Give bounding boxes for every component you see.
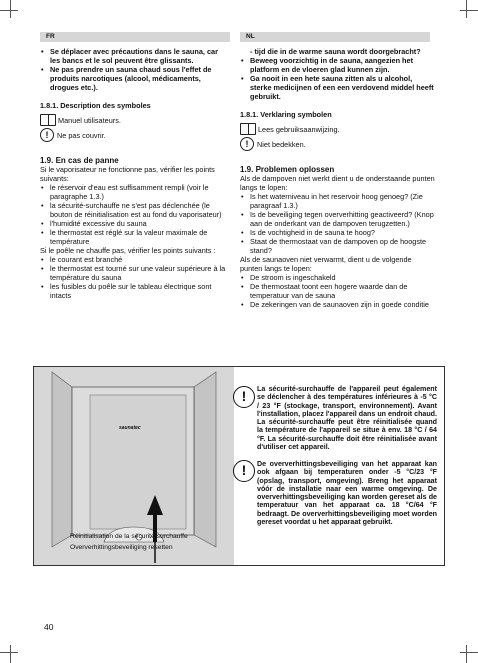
list-item: • le réservoir d'eau est suffisamment rempli (voir le paragraphe 1.3.) — [40, 183, 230, 201]
crop-mark — [460, 10, 478, 11]
list-item: • Is de beveiliging tegen oververhitting geactiveerd? (Knop aan de onderkant van de dampoven terugzetten.) — [240, 210, 435, 228]
list-item: • l'humidité excessive du sauna — [40, 219, 230, 228]
warning-icon: ! — [233, 386, 255, 408]
list-item: • De thermostaat toont een hogere waarde dan de temperatuur van de sauna — [240, 282, 435, 300]
crop-mark — [466, 645, 467, 663]
paragraph: Si le vaporisateur ne fonctionne pas, vérifier les points suivants: — [40, 165, 215, 183]
column-nl — [240, 47, 435, 309]
list-item: • De zekeringen van de saunaoven zijn in goede conditie — [240, 300, 435, 309]
list-item: • Is de vochtigheid in de sauna te hoog? — [240, 228, 435, 237]
steamer-left-panel — [52, 372, 72, 547]
nl-failure-list — [240, 192, 435, 255]
crop-mark — [466, 0, 467, 18]
column-fr — [40, 47, 230, 300]
no-cover-icon: ! — [40, 128, 54, 142]
list-item: • Ne pas prendre un sauna chaud sous l'effet de produits narcotiques (alcool, médicaments, drogues etc.). — [40, 65, 230, 92]
list-item: • Ga nooit in een hete sauna zitten als u alcohol, sterke medicijnen of een een verdovend middel heeft gebruikt. — [240, 74, 435, 101]
manual-book-icon — [40, 114, 56, 126]
list-item: • la sécurité-surchauffe ne s'est pas déclenchée (le bouton de réinitialisation est au fond du vaporisateur) — [40, 201, 230, 219]
symbol-label: Lees gebruiksaanwijzing. — [258, 124, 340, 134]
paragraph: Als de dampoven niet werkt dient u de onderstaande punten langs te lopen: — [240, 174, 435, 192]
section-heading: 1.9. En cas de panne — [40, 156, 119, 165]
list-item: • Se déplacer avec précautions dans le sauna, car les bancs et le sol peuvent être glissants. — [40, 47, 230, 65]
fr-safety-list — [40, 47, 230, 92]
manual-book-icon — [240, 123, 256, 135]
nl-safety-list — [240, 56, 435, 101]
list-item: • Beweeg voorzichtig in de sauna, aangezien het platform en de vloeren glad kunnen zijn. — [240, 56, 435, 74]
steamer-right-panel — [194, 372, 216, 547]
steamer-door — [90, 395, 186, 529]
no-cover-icon: ! — [240, 137, 254, 151]
list-item: • les fusibles du poêle sur le tableau électrique sont intacts — [40, 282, 230, 300]
symbol-label: Manuel utilisateurs. — [58, 115, 121, 125]
fr-failure-list — [40, 183, 230, 246]
symbol-manual-row — [40, 114, 230, 126]
nl-heater-list — [240, 273, 435, 309]
paragraph: Als de saunaoven niet verwarmt, dient u de volgende punten langs te lopen: — [240, 255, 412, 273]
fr-heater-list — [40, 255, 230, 300]
warning-note-fr: La sécurité-surchauffe de l'appareil peut également se déclencher à des températures inférieures à -5 °C / 23 °F (stockage, transport, environnement). Avant l'installation, placez l'appareil dans un endroit chaud. La sécurité-surchauffe peut être réinitialisée quand la température de l'appareil se situe à env. 18 °C / 64 °F. La sécurité-surchauffe doit être réinitialisée avant d'utiliser cet appareil. — [257, 385, 437, 452]
crop-mark — [10, 0, 11, 18]
list-item: • Is het waterniveau in het reservoir hoog genoeg? (Zie paragraaf 1.3.) — [240, 192, 435, 210]
list-item: • De stroom is ingeschakeld — [240, 273, 435, 282]
list-item: • le thermostat est tourné sur une valeur supérieure à la température du sauna — [40, 264, 230, 282]
symbol-cover-row — [40, 128, 230, 142]
page-number: 40 — [44, 622, 54, 632]
symbol-manual-row — [240, 123, 435, 135]
caption-nl: Oververhittingsbeveiliging resetten — [70, 544, 173, 551]
language-bar-fr: FR — [40, 32, 230, 42]
symbol-label: Ne pas couvrir. — [57, 130, 106, 140]
warning-icon: ! — [233, 460, 255, 482]
warning-note-nl: De oververhittingsbeveiliging van het apparaat kan ook afgaan bij temperaturen onder -5 °C/23 °F (opslag, transport, omgeving). Breng het apparaat vóór de installatie naar een warme omgeving. De oververhittingsbeveiliging kan worden gereset als de temperatuur van het apparaat ca. 18 °C/64 °F bedraagt. De oververhittingsbeveiliging moet worden gereset voordat u het apparaat gebruikt. — [257, 460, 437, 527]
symbols-heading: 1.8.1. Description des symboles — [40, 101, 151, 110]
crop-mark — [460, 652, 478, 653]
language-bar-nl: NL — [240, 32, 430, 42]
crop-mark — [0, 652, 18, 653]
list-item: • Staat de thermostaat van de dampoven op de hoogste stand? — [240, 237, 435, 255]
crop-mark — [10, 645, 11, 663]
continued-text: - tijd die in de warme sauna wordt doorgebracht? — [250, 47, 421, 56]
crop-mark — [0, 10, 18, 11]
symbol-label: Niet bedekken. — [257, 139, 306, 149]
symbol-cover-row — [240, 137, 435, 151]
list-item: • le thermostat est réglé sur la valeur maximale de température — [40, 228, 230, 246]
paragraph: Si le poêle ne chauffe pas, vérifier les points suivants : — [40, 246, 216, 255]
caption-fr: Réinitialisation de la sécurité surchauffe — [70, 533, 188, 540]
list-item: • le courant est branché — [40, 255, 230, 264]
symbols-heading: 1.8.1. Verklaring symbolen — [240, 110, 332, 119]
brand-logo: saunatec — [119, 425, 141, 431]
section-heading: 1.9. Problemen oplossen — [240, 165, 335, 174]
